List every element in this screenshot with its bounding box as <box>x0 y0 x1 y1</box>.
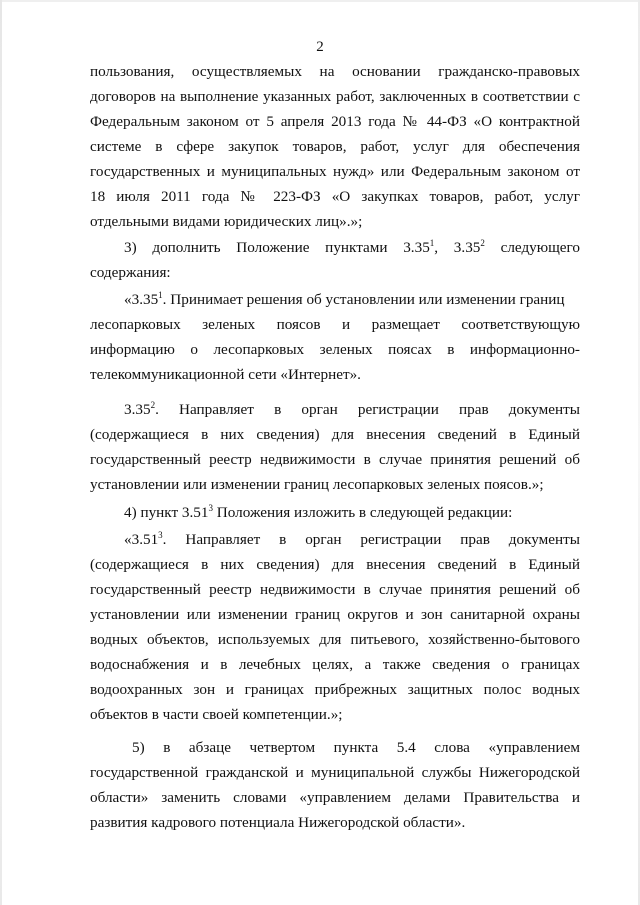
clause-335-2-line <box>124 400 580 420</box>
text-line: государственный реестр недвижимости в случае принятия решений об <box>90 581 580 598</box>
scan-edge-top <box>0 0 640 2</box>
item-4-line <box>124 503 580 523</box>
text-line: договоров на выполнение указанных работ, заключенных в соответствии с <box>90 88 580 105</box>
clause-351-3-line <box>124 530 580 550</box>
text-line: (содержащиеся в них сведения) для внесения сведений в Единый <box>90 556 580 573</box>
text-line: телекоммуникационной сети «Интернет». <box>90 366 361 383</box>
item-4-text: Положения изложить в следующей редакции: <box>213 504 513 521</box>
page-number: 2 <box>316 39 324 55</box>
clause-text: . Направляет в орган регистрации прав документы <box>162 531 580 548</box>
text-line: лесопарковых зеленых поясов и размещает соответствующую <box>90 316 580 333</box>
text-line: водных объектов, используемых для питьевого, хозяйственно-бытового <box>90 631 580 648</box>
text-line: объектов в части своей компетенции.»; <box>90 706 343 723</box>
item-3-line <box>124 238 580 258</box>
item-3-text: следующего <box>484 239 580 256</box>
clause-text: «3.51 <box>124 531 159 548</box>
clause-text: 3.35 <box>124 401 151 418</box>
item-3-text: , 3.35 <box>434 239 481 256</box>
text-line: Федеральным законом от 5 апреля 2013 года № 44-ФЗ «О контрактной <box>90 113 580 130</box>
superscript: 1 <box>158 290 163 300</box>
superscript: 2 <box>480 238 485 248</box>
text-line: содержания: <box>90 264 171 281</box>
text-line: системе в сфере закупок товаров, работ, услуг для обеспечения <box>90 138 580 155</box>
superscript: 3 <box>158 530 163 540</box>
text-line: (содержащиеся в них сведения) для внесения сведений в Единый <box>90 426 580 443</box>
text-line: водоохранных зон и границах прибрежных защитных полос водных <box>90 681 580 698</box>
text-line: 18 июля 2011 года № 223-ФЗ «О закупках товаров, работ, услуг <box>90 188 580 205</box>
item-4-text: 4) пункт 3.51 <box>124 504 209 521</box>
text-line: государственный реестр недвижимости в случае принятия решений об <box>90 451 580 468</box>
text-line: водоснабжения и в лечебных целях, а также сведения о границах <box>90 656 580 673</box>
item-5-line: 5) в абзаце четвертом пункта 5.4 слова «управлением <box>132 739 580 756</box>
superscript: 2 <box>150 400 156 410</box>
clause-335-1-line <box>124 290 580 310</box>
superscript: 1 <box>429 238 435 248</box>
clause-text: «3.35 <box>124 291 159 308</box>
text-line: пользования, осуществляемых на основании гражданско-правовых <box>90 63 580 80</box>
scan-edge-left <box>0 0 2 905</box>
item-3-text: 3) дополнить Положение пунктами 3.35 <box>124 239 430 256</box>
text-line: отдельными видами юридических лиц».»; <box>90 213 363 230</box>
text-line: информацию о лесопарковых зеленых поясах в информационно- <box>90 341 580 358</box>
text-line: установлении или изменении границ лесопарковых зеленых поясов.»; <box>90 476 544 493</box>
text-line: области» заменить словами «управлением делами Правительства и <box>90 789 580 806</box>
text-line: государственной гражданской и муниципальной службы Нижегородской <box>90 764 580 781</box>
text-line: установлении или изменении границ округов и зон санитарной охраны <box>90 606 580 623</box>
text-line: развития кадрового потенциала Нижегородской области». <box>90 814 466 831</box>
clause-text: . Направляет в орган регистрации прав документы <box>155 401 580 418</box>
text-line: государственных и муниципальных нужд» или Федеральным законом от <box>90 163 580 180</box>
clause-text: . Принимает решения об установлении или изменении границ <box>162 291 565 308</box>
superscript: 3 <box>208 503 213 513</box>
